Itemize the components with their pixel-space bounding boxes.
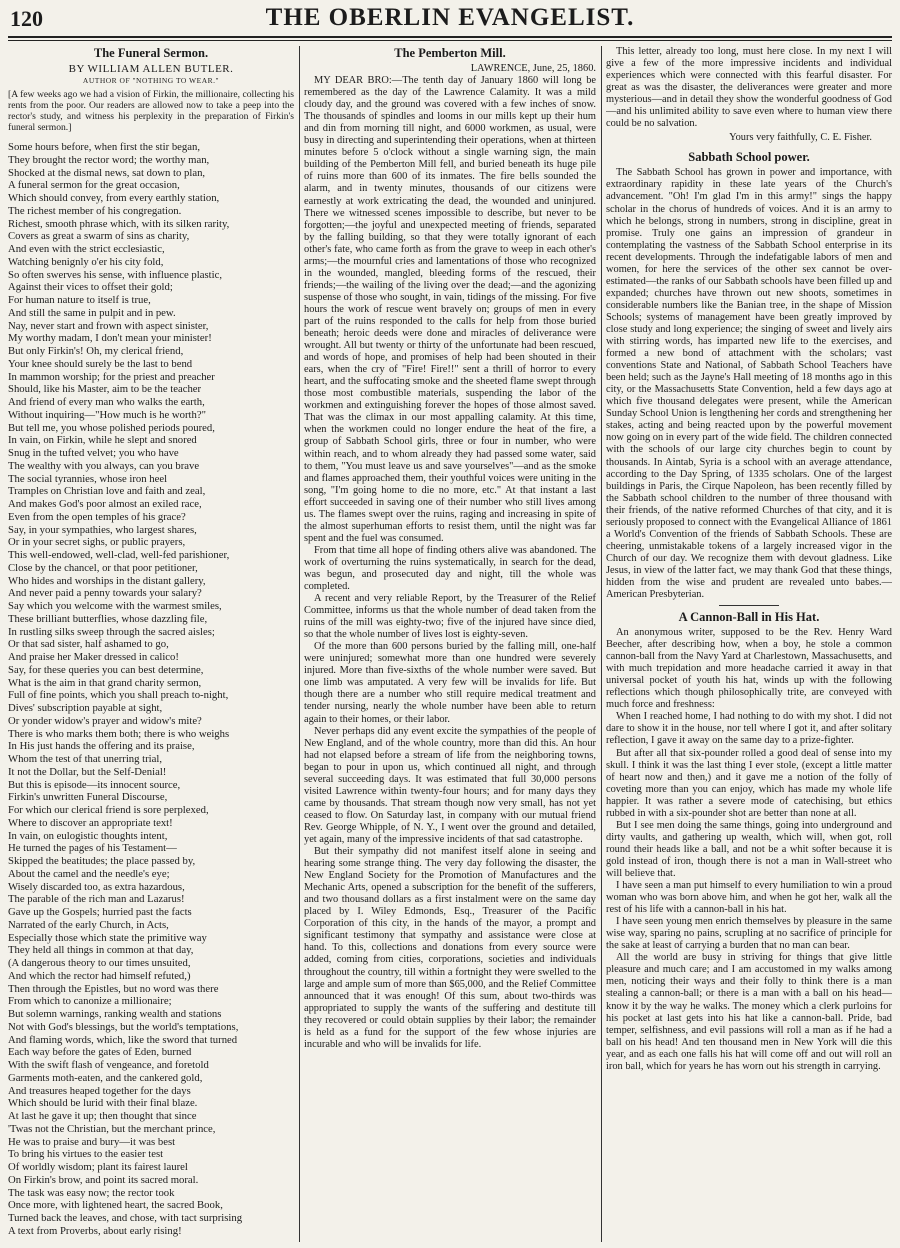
poem-line: Gave up the Gospels; hurried past the facts [8,906,192,919]
poem-line: The richest member of his congregation. [8,204,182,217]
page-header [8,4,892,34]
poem-line: 'Twas not the Christian, but the merchant prince, [8,1122,216,1135]
paragraph: A recent and very reliable Report, by the Treasurer of the Relief Committee, informs us that the whole number of dead taken from the ruins of the mill was eighty-two; five of the injured have since died, so that the whole number of lives lost is eighty-seven. [304,593,596,641]
poem-line: Whom the test of that unerring trial, [8,753,163,766]
poem-line: And praise her Maker dressed in calico! [8,651,179,664]
poem-line: But this is episode—its innocent source, [8,778,181,791]
paragraph: An anonymous writer, supposed to be the Rev. Henry Ward Beecher, after describing how, when a boy, he stole a common cannon-ball from the Navy Yard at Charlestown, Massachusetts, and with much trepidation and more headache carried it away in that universal pocket of youth his hat, winds up with the following reflections which though philosophically trite, are conveyed with much force and freshness: [606,627,892,711]
article-intro: [A few weeks ago we had a vision of Firkin, the millionaire, collecting his rents from the poor. Our readers are allowed now to take a peep into the rector's study, and witness his perplexity in the preparation of Firkin's funeral sermon.] [8,89,294,134]
article-title: The Funeral Sermon. [93,46,209,60]
poem-line: Narrated of the early Church, in Acts, [8,918,169,931]
poem-line: So often swerves his sense, with influence plastic, [8,268,223,281]
poem-line: Then through the Epistles, but no word was there [8,982,219,995]
poem-line: About the camel and the needle's eye; [8,867,170,880]
paragraph: The Sabbath School has grown in power and importance, with extraordinary rapidity in these late years of the Church's advancement. "Oh! I'm glad I'm in this army!" sings the happy scholar in the chorus of hundreds of voices. And it is an army to which he belongs, strong in numbers, strong in discipline, great in promise. Truly one gains an impression of grandeur in contemplating the vastness of the Sabbath School enterprise in its recent developments. Through the indefatigable labors of men and women, for here the services of the other sex cannot be over-estimated—the ranks of our Sabbath schools have been filled up and expanded; churches have thrown out new shoots, sometimes in considerable numbers like the Banian tree, in the shape of Mission Schools; systems of management have been greatly improved by close study and long experience; the singing of sweet and lively airs with stirring words, has imparted new life to the exercises, and formed a new bond of attachment with the scholars; vast conventions State and National, of Sabbath School Teachers have been held; such as the Jayne's Hall meeting of 18 months ago in this city, or the Massachusetts State Convention, held a few days ago at which five thousand delegates were present, while the American Sunday School Union is lengthening her cords and strengthening her stakes, acting and being reacted upon by the powerful movement now going on in every part of the wide field. The children connected with the schools of our large city churches begin to count by thousands. In Aintab, Syria is a school with an average attendance, according to the Day Spring, of 1335 scholars. One of the largest buildings in Paris, the Cirque Napoleon, has been recently filled by the Sabbath school children to the number of three thousand with their friends, of the native reformed Churches of that city, and it is seriously proposed to connect with the Evangelical Alliance of 1861 a World's Convention of the friends of Sabbath Schools. These are cheering, unmistakable tokens of a largely increased vigor in the Church of our day. We recognize them with devout gladness. Like Jesus, in view of the latter fact, we may thank God that these things, hidden from the wise and prudent are revealed unto babes.—American Presbyterian. [606,167,892,601]
poem-line: And still the same in pulpit and in pew. [8,306,176,319]
poem-line: The task was easy now; the rector took [8,1186,175,1199]
poem-line: In vain, on eulogistic thoughts intent, [8,829,168,842]
section-rule [719,605,779,606]
poem-line: Where to discover an appropriate text! [8,816,173,829]
poem-line: For which our clerical friend is sore perplexed, [8,804,209,817]
paragraph: I have seen young men enrich themselves by pleasure in the same wise way, sparing no pains, scrupling at no sacrifice of principle for the sake at least of carrying a burden that no man can bear. [606,916,892,952]
poem-line: To bring his virtues to the easier test [8,1148,164,1161]
poem-line: There is who marks them both; there is who weighs [8,727,230,740]
poem-line: Say which you welcome with the warmest smiles, [8,600,222,613]
column-three [606,46,892,1242]
dateline: LAWRENCE, June, 25, 1860. [470,63,596,74]
poem-line: And never paid a penny towards your salary? [8,587,202,600]
column-divider [601,46,602,1242]
paragraph: But after all that six-pounder rolled a good deal of sense into my skull. I think it was the last thing I ever stole, (except a little matter of heart now and then,) and it gave me a notion of the folly of coveting more than you can enjoy, which has made my whole life happier. It was rather a severe mode of catechising, but ethics rubbed in with a six-pounder shot are better than none at all. [606,747,892,819]
paragraph: I have seen a man put himself to every humiliation to win a proud woman who was born above him, and when he got her, walk all the rest of his life with a cannon-ball in his hat. [606,880,892,916]
signature: Yours very faithfully, C. E. Fisher. [729,132,872,144]
article-title: Sabbath School power. [688,150,810,165]
poem-line: Which should convey, from every earthly station, [8,192,220,205]
poem-line: These brilliant butterflies, whose dazzling file, [8,612,208,625]
article-body [304,75,596,1051]
poem-line: Shocked at the dismal news, sat down to plan, [8,166,206,179]
poem-line: Against their vices to offset their gold; [8,281,173,294]
poem-line: For human nature to itself is true, [8,294,151,307]
letter-close: This letter, already too long, must here close. In my next I will give a few of the more impressive incidents and individual experiences which were connected with this fearful disaster. For great as was the disaster, the deliverances were greater and more mysterious—and in detail they show the wonderful goodness of God—and his unlimited ability to save even where to human view there could be no salvation. [606,46,892,130]
poem-line: And treasures heaped together for the days [8,1084,191,1097]
poem-line: The parable of the rich man and Lazarus! [8,893,185,906]
poem-line: Which should be lurid with their final blaze. [8,1097,198,1110]
poem-line: And makes God's poor almost an exiled race, [8,498,202,511]
poem-line: Who hides and worships in the distant gallery, [8,574,206,587]
poem-line: Wisely discarded too, as extra hazardous, [8,880,185,893]
poem-line: In rustling silks sweep through the sacred aisles; [8,625,215,638]
poem-line: Or yonder widow's prayer and widow's mite? [8,714,202,727]
poem-line: In His just hands the offering and its praise, [8,740,195,753]
poem-line: Firkin's unwritten Funeral Discourse, [8,791,168,804]
poem-line: Or that sad sister, half ashamed to go, [8,638,169,651]
poem-line: Should, like his Master, aim to be the teacher [8,383,202,396]
poem-line: Close by the chancel, or that poor petitioner, [8,561,198,574]
poem-line: Garments moth-eaten, and the cankered gold, [8,1071,203,1084]
poem-line: They held all things in common at that day, [8,944,194,957]
paragraph: But their sympathy did not manifest itself alone in seeing and hearing some strange thing. The very day following the disaster, the New England Society for the Promotion of Manufactures and the Mechanic Arts, opened a subscription for the benefit of the sufferers, and two thousand dollars as a first instalment were on the same day placed by I. Wiley Edmonds, Esq., Treasurer of the Pacific Corporation of this city, in the hands of the mayor, a prompt and significant testimony that sympathy and assistance were close at hand. To this, collections and donations from every source were added, coming from cities, corporations, societies and individuals throughout the country, till within a fortnight they were swelled to the large and ample sum of more than $65,000, and the Relief Committee announced that it was enough! Of this sum, about two-thirds was appropriated to supply the wants of the suffering and destitute till they recovered or could obtain supplies by their labor; the remainder is held as a fund for the support of the few whose injuries are incurable and who will be invalids for life. [304,846,596,1050]
poem-line: Watching benignly o'er his city fold, [8,255,164,268]
poem-line: Turned back the leaves, and chose, with tact surprising [8,1212,243,1225]
poem-line: Skipped the beatitudes; the place passed by, [8,855,196,868]
poem-line: But solemn warnings, ranking wealth and stations [8,1008,222,1021]
poem-line: Dives' subscription payable at sight, [8,702,163,715]
poem-line: My worthy madam, I don't mean your minister! [8,332,212,345]
poem-line: And friend of every man who walks the earth, [8,396,205,409]
poem-line: Tramples on Christian love and faith and zeal, [8,485,206,498]
byline: BY WILLIAM ALLEN BUTLER. [68,63,234,75]
poem-line: Once more, with lightened heart, the sacred Book, [8,1199,223,1212]
poem-line: From which to canonize a millionaire; [8,995,172,1008]
poem-line: They brought the rector word; the worthy man, [8,153,210,166]
poem-line: Richest, smooth phrase which, with its silken rarity, [8,217,230,230]
poem-line: A funeral sermon for the great occasion, [8,179,180,192]
poem-line: A text from Proverbs, about early rising! [8,1224,182,1237]
article-body [606,627,892,1073]
poem-line: But tell me, you whose polished periods poured, [8,421,215,434]
poem-line: Snug in the tufted velvet; you who have [8,447,179,460]
poem-line: It not the Dollar, but the Self-Denial! [8,765,167,778]
column-divider [299,46,300,1242]
poem [8,141,294,1238]
poem-line: Each way before the gates of Eden, burned [8,1046,192,1059]
paragraph: All the world are busy in striving for things that give little pleasure and much care; and I am accustomed in my walks among men, noticing their ways and their folly to think there is a man stealing a cannon-ball; or there is a man with a ball on his head—know it by the way he walks. The money which a clerk purloins for his pocket at last gets into his hat like a cannon-ball. Pride, bad temper, selfishness, and evil passions will roll a man as if he had a ball on his head! And ten thousand men in New York will die this year, and as each one falls his hat will come off and out will roll an iron ball, which for years he has worn out his strength in carrying. [606,952,892,1072]
poem-line: Even from the open temples of his grace? [8,510,186,523]
poem-line: Without inquiring—"How much is he worth?" [8,408,206,421]
column-pemberton-mill [304,46,596,1242]
paragraph: But I see men doing the same things, going into underground and dirty vaults, and gathering up wealth, which will, when got, roll round their heads like a ball, and not be a whit softer because it is gold instead of iron, though there is not a man in Wall-street who will believe that. [606,819,892,879]
poem-line: He was to praise and bury—it was best [8,1135,176,1148]
header-rule-thin [8,40,892,41]
poem-line: In vain, on Firkin, while he slept and snored [8,434,197,447]
article-title: A Cannon-Ball in His Hat. [678,610,820,625]
poem-line: (A dangerous theory to our times unsuited, [8,957,191,970]
poem-line: Nay, never start and frown with aspect sinister, [8,319,209,332]
paragraph: Never perhaps did any event excite the sympathies of the people of New England, and of the whole country, more than did this. An hour had not elapsed before a stream of life from the neighboring towns, began to pour in upon us, which continued all night, and through several succeeding days. It was estimated that full 30,000 persons visited Lawrence within twenty-four hours; and for many days they came by thousands. That stream though now very small, has not yet ceased to flow. On Saturday last, in company with our mutual friend Rev. George Whipple, of N. Y., I went over the ground and detailed, yet again, many of the impressive incidents of that sad catastrophe. [304,725,596,845]
poem-line: Of worldly wisdom; plant its fairest laurel [8,1161,188,1174]
paragraph: From that time all hope of finding others alive was abandoned. The work of overturning the ruins systematically, in search for the dead, was begun, and prosecuted day and night, till the whole was completed. [304,544,596,593]
poem-line: Say, in your sympathies, who largest shares, [8,523,197,536]
paragraph: When I reached home, I had nothing to do with my shot. I did not dare to show it in the house, nor tell where I got it, and after solitary reflection, I gave it away on the same day to a prize-fighter. [606,711,892,747]
poem-line: Full of fine points, which you shall preach to-night, [8,689,229,702]
header-rule [8,36,892,38]
byline-sub: AUTHOR OF "NOTHING TO WEAR." [82,76,220,86]
paragraph: Of the more than 600 persons buried by the falling mill, one-half were uninjured; somewhat more than one hundred were severely injured. More than five-sixths of the whole number were saved. But one limb was amputated. A very few will be invalids for life. But though there are a number who still require medical treatment and tender nursing, nearly the whole number have been able to return again to their homes, or their labor. [304,641,596,725]
poem-line: Especially those which state the primitive way [8,931,207,944]
article-title: The Pemberton Mill. [394,46,506,60]
poem-line: What is the aim in that grand charity sermon, [8,676,202,689]
column-funeral-sermon [8,46,294,1242]
poem-line: This well-endowed, well-clad, well-fed parishioner, [8,549,230,562]
masthead: THE OBERLIN EVANGELIST. [265,4,635,31]
poem-line: Say, for these queries you can best determine, [8,663,204,676]
poem-line: On Firkin's brow, and point its sacred moral. [8,1173,199,1186]
paragraph: MY DEAR BRO:—The tenth day of January 1860 will long be remembered as the day of the Lawrence Calamity. It was a mild cloudy day, and the ground was covered with a few inches of snow. The thousands of spindles and looms in our mills kept up their hum and din from morning till night, and 6000 workmen, as usual, were busy in directing and superintending their operations, when at thirteen minutes before 5 o'clock without a single warning sign, the main building of the Pemberton Mill fell, and buried beneath its huge pile of ruins more than 600 of its inmates. The fire bells sounded the alarm, and in twenty minutes, thousands of our citizens were earnestly at work extricating the dead, the wounded and uninjured. There we witnessed scenes impossible to describe, but never to be forgotten;—the joyful and unexpected meeting of friends, separated by the falling building, so that they were totally ignorant of each other's fate, who came forth as from the grave to weep in each other's arms;—the mournful cries and lamentations of those who recognized in the wounded, mangled, bleeding forms of the rescued, their friends;—the wailing of the living over the dead;—and the agonizing suspense of those who sought, in vain, tidings of the missing. For five hours the work of rescue went bravely on; groups of men in every part of the ruins responded to the calls for help from those buried beneath; heroic deeds were done and miracles of deliverance were wrought. All but twenty or thirty of the unfortunate had been rescued, and words of hope, and promises of help had been shouted in their ears, when the cry of "Fire! Fire!!" sent a thrill of horror to every heart, and the suffocating smoke and the sheeted flame swept through those most combustible materials, suspending the labor of the workmen and extinguishing forever the hopes of those almost saved. That was the climax in our most appalling calamity. At this time, when the workmen could no longer endure the heat of the fire, a group of Sabbath School girls, three or four in number, who were within reach, and to whom already they had passed some water, said to them, "You must leave us and save yourselves"—and as the smoke and flames approached them, their youthful voices were uniting in the song, "I'm going home to die no more, etc." At that instant a last effort succeeded in saving one of their number who still lives among us. The flames swept over the ruins, raging and increasing in spite of the almost superhuman efforts to resist them, until the night was far spent and the fuel was consumed. [304,75,596,544]
poem-line: Covers as great a swarm of sins as charity, [8,230,190,243]
poem-line: And even with the strict ecclesiastic, [8,243,165,256]
poem-line: Not with God's blessings, but the world's temptations, [8,1020,239,1033]
poem-line: And flaming words, which, like the sword that turned [8,1033,238,1046]
poem-line: He turned the pages of his Testament— [8,842,177,855]
poem-line: Your knee should surely be the last to bend [8,357,193,370]
poem-line: Or in your secret sighs, or public prayers, [8,536,186,549]
poem-line: The social tyrannies, whose iron heel [8,472,168,485]
poem-line: At last he gave it up; then thought that since [8,1110,197,1123]
poem-line: In mammon worship; for the priest and preacher [8,370,215,383]
poem-line: But only Firkin's! Oh, my clerical friend, [8,345,184,358]
poem-line: Some hours before, when first the stir began, [8,141,201,154]
page-number: 120 [10,6,43,31]
poem-line: The wealthy with you always, can you brave [8,459,200,472]
article-body [606,167,892,601]
poem-line: And which the rector had himself refuted,) [8,969,191,982]
poem-line: With the swift flash of vengeance, and foretold [8,1059,209,1072]
